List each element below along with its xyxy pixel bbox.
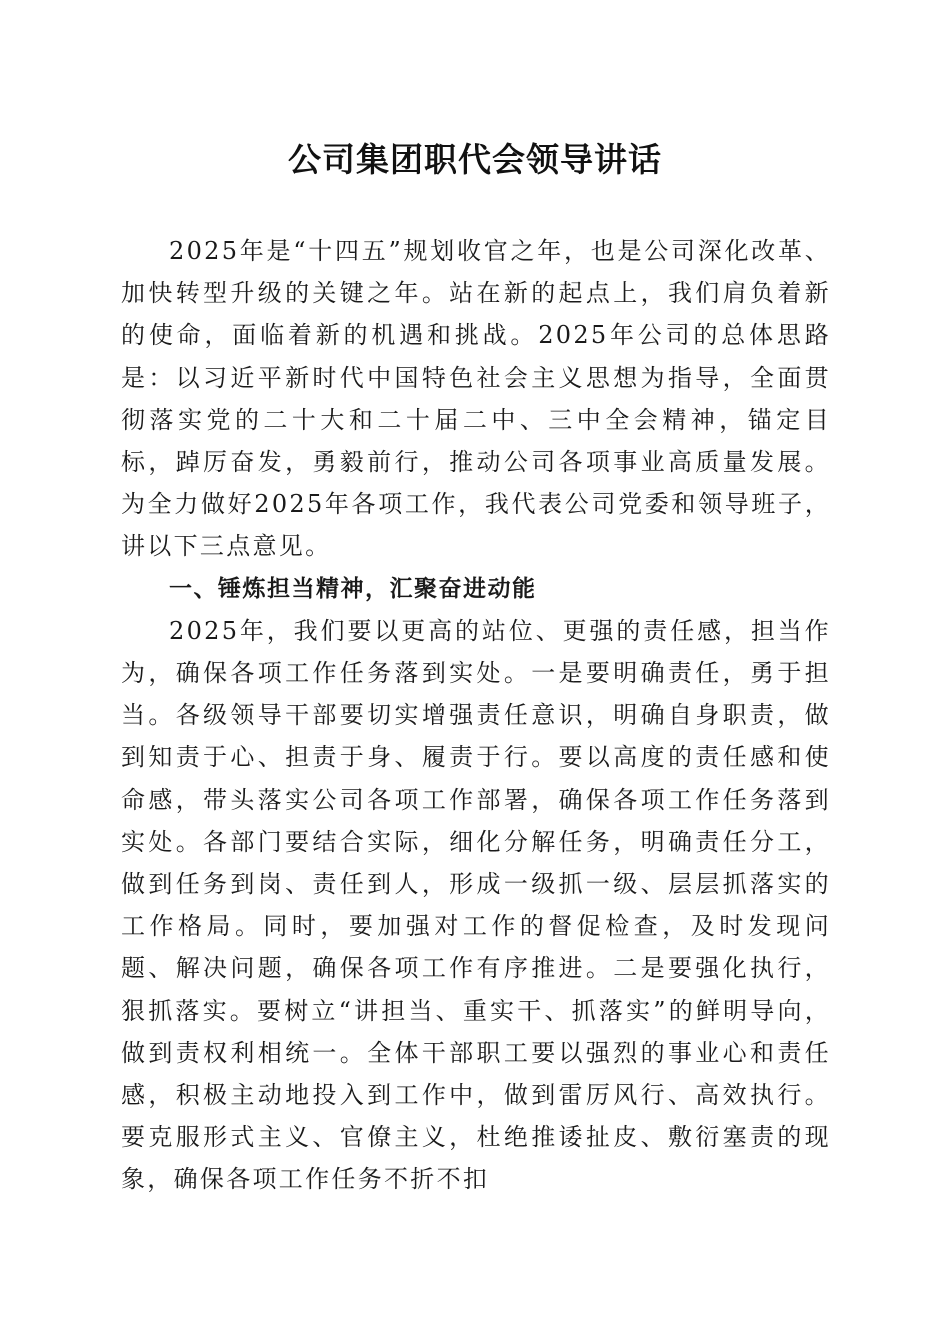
- document-title: 公司集团职代会领导讲话: [288, 140, 662, 179]
- document-body: [121, 230, 831, 1201]
- intro-paragraph: 2025年是“十四五”规划收官之年，也是公司深化改革、加快转型升级的关键之年。站在新的起点上，我们肩负着新的使命，面临着新的机遇和挑战。2025年公司的总体思路是：以习近平新时代中国特色社会主义思想为指导，全面贯彻落实党的二十大和二十届二中、三中全会精神，锚定目标，踔厉奋发，勇毅前行，推动公司各项事业高质量发展。为全力做好2025年各项工作，我代表公司党委和领导班子，讲以下三点意见。: [121, 237, 831, 561]
- section-heading-1: 一、锤炼担当精神，汇聚奋进动能: [169, 575, 537, 602]
- section-1-paragraph: 2025年，我们要以更高的站位、更强的责任感，担当作为，确保各项工作任务落到实处。一是要明确责任，勇于担当。各级领导干部要切实增强责任意识，明确自身职责，做到知责于心、担责于身、履责于行。要以高度的责任感和使命感，带头落实公司各项工作部署，确保各项工作任务落到实处。各部门要结合实际，细化分解任务，明确责任分工，做到任务到岗、责任到人，形成一级抓一级、层层抓落实的工作格局。同时，要加强对工作的督促检查，及时发现问题、解决问题，确保各项工作有序推进。二是要强化执行，狠抓落实。要树立“讲担当、重实干、抓落实”的鲜明导向，做到责权利相统一。全体干部职工要以强烈的事业心和责任感，积极主动地投入到工作中，做到雷厉风行、高效执行。要克服形式主义、官僚主义，杜绝推诿扯皮、敷衍塞责的现象，确保各项工作任务不折不扣: [121, 616, 831, 1194]
